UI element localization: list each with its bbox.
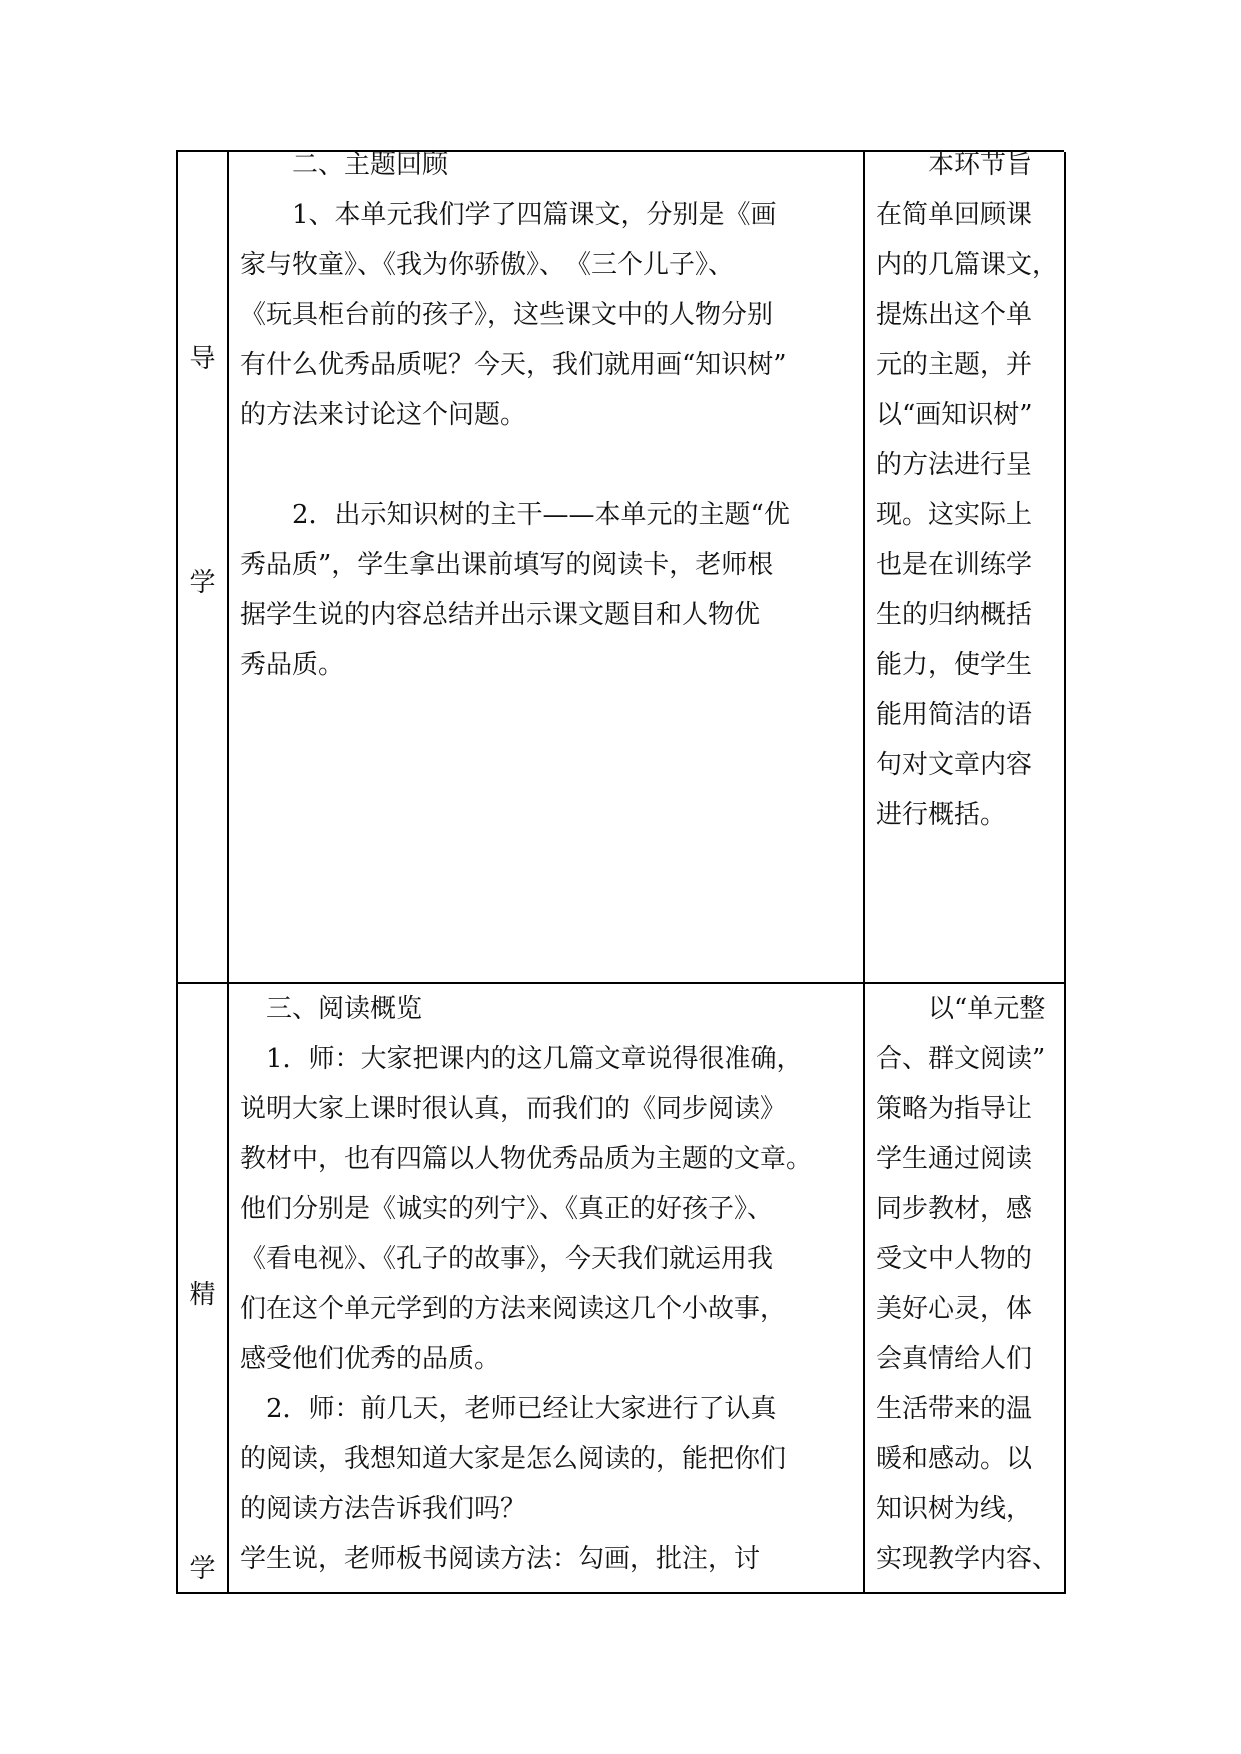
text-line: 生活带来的温	[876, 1394, 1033, 1424]
table-row-intensive-learning	[178, 984, 1066, 1594]
text-line: 们在这个单元学到的方法来阅读这几个小故事，	[240, 1294, 787, 1324]
text-line: 说明大家上课时很认真，而我们的《同步阅读》	[240, 1094, 787, 1124]
text-line: 三、阅读概览	[240, 994, 423, 1024]
text-line: 提炼出这个单	[876, 300, 1033, 330]
text-line: 暖和感动。以	[876, 1444, 1033, 1474]
activity-content-cell	[229, 152, 865, 982]
text-line: 知识树为线，	[876, 1494, 1033, 1524]
text-line: 2．师：前几天，老师已经让大家进行了认真	[240, 1394, 777, 1424]
lesson-plan-table	[176, 150, 1064, 1594]
text-line: 学生通过阅读	[876, 1144, 1033, 1174]
design-intent-text	[876, 140, 1062, 840]
stage-label-char-top: 导	[189, 344, 216, 374]
text-line: 据学生说的内容总结并出示课文题目和人物优	[240, 600, 761, 630]
stage-label-char-bottom: 学	[189, 1554, 216, 1584]
text-line: 秀品质。	[240, 650, 345, 680]
text-line: 1．师：大家把课内的这几篇文章说得很准确，	[240, 1044, 803, 1074]
text-line: 同步教材，感	[876, 1194, 1033, 1224]
text-line: 2．出示知识树的主干——本单元的主题“优	[240, 500, 790, 530]
text-line: 策略为指导让	[876, 1094, 1033, 1124]
text-line: 有什么优秀品质呢？今天，我们就用画“知识树”	[240, 350, 787, 380]
text-line: 的方法进行呈	[876, 450, 1033, 480]
text-line: 以“画知识树”	[876, 400, 1033, 430]
text-line: 他们分别是《诚实的列宁》、《真正的好孩子》、	[240, 1194, 774, 1224]
text-line: 合、群文阅读”	[876, 1044, 1046, 1074]
activity-text	[240, 140, 854, 690]
text-line: 会真情给人们	[876, 1344, 1033, 1374]
text-line: 教材中，也有四篇以人物优秀品质为主题的文章。	[240, 1144, 813, 1174]
text-line: 受文中人物的	[876, 1244, 1033, 1274]
stage-label-cell	[178, 152, 229, 982]
table-row-guided-learning	[178, 152, 1066, 984]
text-line: 内的几篇课文，	[876, 250, 1059, 280]
activity-content-cell	[229, 984, 865, 1592]
stage-label-char-top: 精	[189, 1280, 216, 1310]
stage-label-cell	[178, 984, 229, 1592]
text-line: 也是在训练学	[876, 550, 1033, 580]
text-line: 实现教学内容、	[876, 1544, 1059, 1574]
design-intent-text	[876, 984, 1062, 1584]
text-line: 的阅读方法告诉我们吗？	[240, 1494, 527, 1524]
text-line: 进行概括。	[876, 800, 1007, 830]
text-line: 元的主题，并	[876, 350, 1033, 380]
design-intent-cell	[865, 984, 1066, 1592]
text-line: 以“单元整	[876, 994, 1046, 1024]
text-line: 的阅读，我想知道大家是怎么阅读的，能把你们	[240, 1444, 787, 1474]
activity-text	[240, 984, 854, 1584]
text-line: 本环节旨	[876, 150, 1033, 180]
text-line: 能力，使学生	[876, 650, 1033, 680]
text-line: 感受他们优秀的品质。	[240, 1344, 501, 1374]
text-line: 二、主题回顾	[240, 150, 449, 180]
text-line: 句对文章内容	[876, 750, 1033, 780]
text-line: 在简单回顾课	[876, 200, 1033, 230]
text-line: 美好心灵，体	[876, 1294, 1033, 1324]
text-line: 生的归纳概括	[876, 600, 1033, 630]
paragraph-gap	[240, 440, 854, 490]
text-line: 《看电视》、《孔子的故事》，今天我们就运用我	[240, 1244, 774, 1274]
text-line: 《玩具柜台前的孩子》，这些课文中的人物分别	[240, 300, 774, 330]
text-line: 秀品质”，学生拿出课前填写的阅读卡，老师根	[240, 550, 774, 580]
text-line: 的方法来讨论这个问题。	[240, 400, 527, 430]
design-intent-cell	[865, 152, 1066, 982]
stage-label-char-bottom: 学	[189, 568, 216, 598]
text-line: 学生说，老师板书阅读方法：勾画，批注，讨	[240, 1544, 761, 1574]
text-line: 现。这实际上	[876, 500, 1033, 530]
text-line: 1、本单元我们学了四篇课文，分别是《画	[240, 200, 777, 230]
text-line: 家与牧童》、《我为你骄傲》、 《三个儿子》、	[240, 250, 735, 280]
text-line: 能用简洁的语	[876, 700, 1033, 730]
